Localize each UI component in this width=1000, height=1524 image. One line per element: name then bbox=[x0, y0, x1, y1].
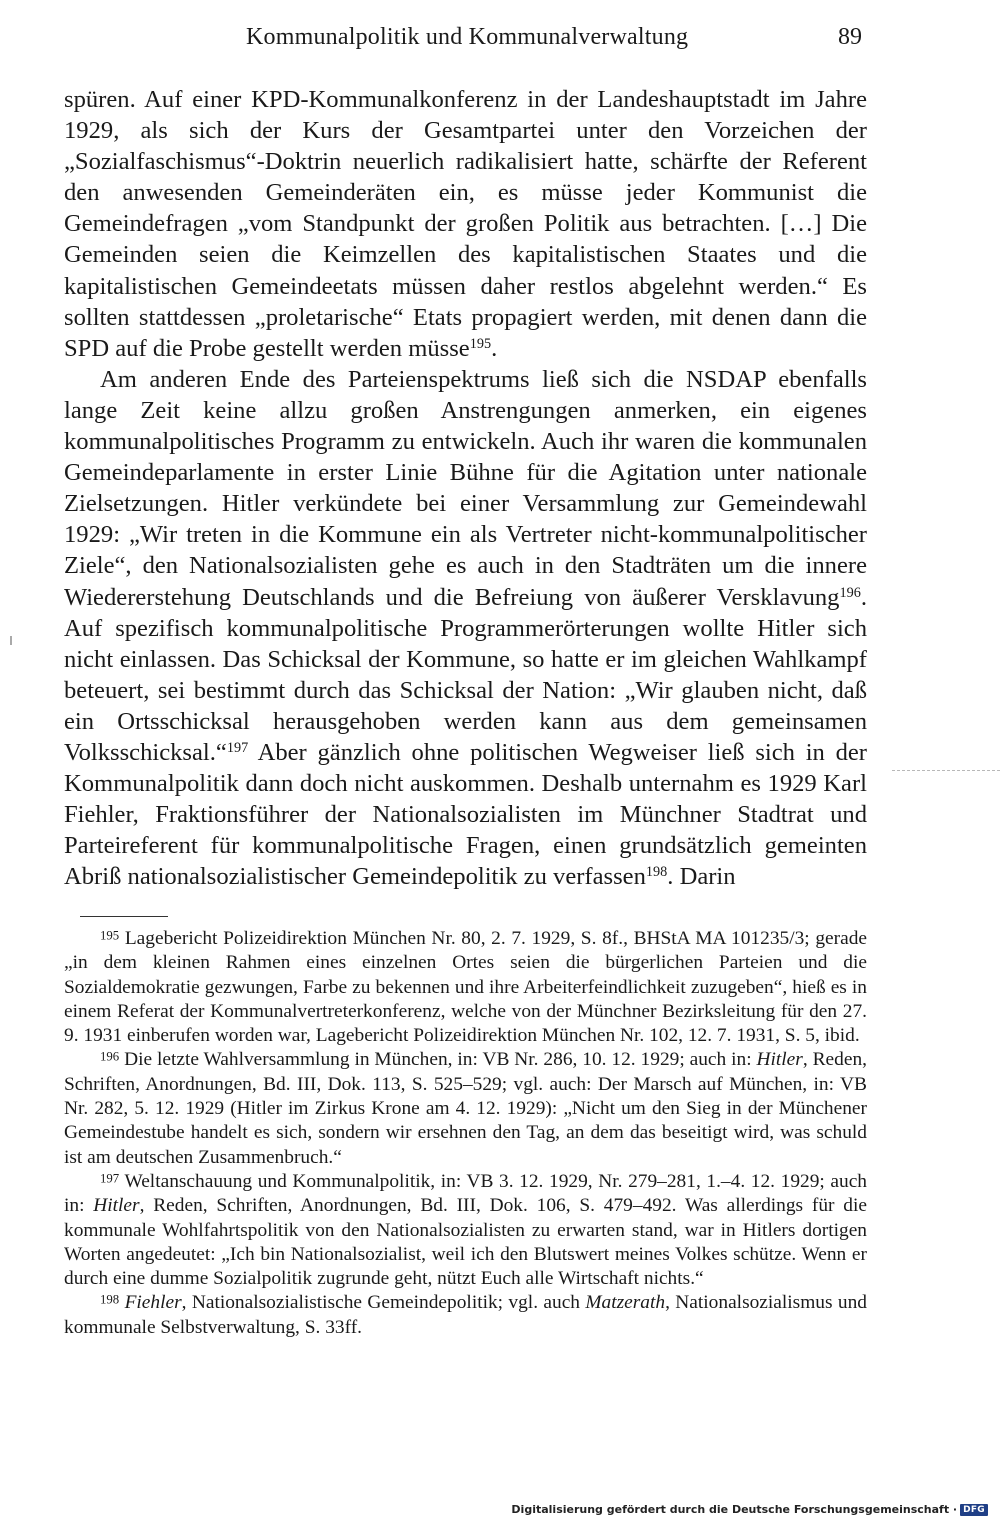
footnote-reference: 196 bbox=[839, 584, 861, 601]
text-run: Am anderen Ende des Parteienspektrums ließ sich die NSDAP ebenfalls lange Zeit keine allzu großen Anstrengungen anmerken, ein eigenes kommunalpolitisches Programm zu entwickeln. Auch ihr waren die kommunalen Gemeindeparlamente in erster Linie Bühne für die Agitation unter nationale Zielsetzungen. Hitler verkündete bei einer Versammlung zur Gemeindewahl 1929: „Wir treten in die Kommune ein als Vertreter nicht-kommunalpolitischer Ziele“, den Nationalsozialisten gehe es auch in den Stadträten um die innere Wiedererstehung Deutschlands und die Befreiung von äußerer Versklavung bbox=[64, 365, 867, 611]
paragraph bbox=[64, 84, 867, 364]
italic-author-name: Hitler bbox=[93, 1195, 140, 1217]
italic-author-name: Hitler bbox=[756, 1049, 803, 1071]
text-run: Aber gänzlich ohne politischen Wegweiser ließ sich in der Kommunalpolitik dann doch nicht auskommen. Deshalb unternahm es 1929 Karl Fiehler, Fraktionsführer der Nationalsozialisten im Münchner Stadtrat und Parteireferent für kommunalpolitische Fragen, einen grundsätzlich gemeinten Abriß nationalsozialistischer Gemeindepolitik zu verfassen bbox=[64, 738, 867, 891]
page-number: 89 bbox=[838, 24, 862, 50]
footnote bbox=[64, 1291, 867, 1340]
footnote-number: 195 bbox=[100, 928, 120, 943]
footnote-reference: 197 bbox=[226, 740, 249, 757]
footnote-reference: 195 bbox=[469, 335, 492, 352]
paragraph bbox=[64, 364, 867, 893]
footnote-number: 198 bbox=[100, 1292, 120, 1307]
text-run: spüren. Auf einer KPD-Kommunalkonferenz in der Landeshauptstadt im Jahre 1929, als sich der Kurs der Gesamtpartei unter den Vorzeichen der „Sozialfaschismus“-Doktrin neuerlich radikalisiert hatte, schärfte der Referent den anwesenden Gemeinderäten ein, es müsse jeder Kommunist die Gemeindefragen „vom Standpunkt der großen Politik aus betrachten. […] Die Gemeinden seien die Keimzellen des kapitalistischen Staates und die kapitalistischen Gemeindeetats müssen daher restlos abgelehnt werden.“ Es sollten stattdessen „proletarische“ Etats propagiert werden, mit denen dann die SPD auf die Probe gestellt werden müsse bbox=[64, 86, 867, 362]
running-header: Kommunalpolitik und Kommunalverwaltung bbox=[246, 24, 689, 50]
credit-text: Digitalisierung gefördert durch die Deutsche Forschungsgemeinschaft · bbox=[511, 1503, 958, 1516]
text-run: Die letzte Wahlversammlung in München, in: VB Nr. 286, 10. 12. 1929; auch in: bbox=[119, 1049, 757, 1071]
margin-crop-mark bbox=[892, 770, 1000, 771]
text-run: . bbox=[491, 334, 498, 362]
text-run: , Reden, Schriften, Anordnungen, Bd. III, Dok. 106, S. 479–492. Was allerdings für die kommunale Wohlfahrtspolitik von den Nationalsozialisten zu erwarten stand, war in Hitlers dortigen Worten angedeutet: „Ich bin Nationalsozialist, weil ich den Blutswert meines Volkes schütze. Wenn er durch eine dumme Sozialpolitik zugrunde geht, nützt Euch alle Wirtschaft nichts.“ bbox=[64, 1195, 867, 1290]
italic-author-name: Matzerath bbox=[585, 1292, 666, 1314]
footnote-reference: 198 bbox=[645, 864, 668, 881]
margin-mark bbox=[10, 636, 12, 645]
text-run: Weltanschauung und Kommunalpolitik, in: VB 3. 12. 1929, Nr. 279–281, 1.–4. 12. 1929; auch in: bbox=[64, 1170, 867, 1217]
digitization-credit bbox=[511, 1503, 988, 1516]
text-run: , Reden, Schriften, Anordnungen, Bd. III, Dok. 113, S. 525–529; vgl. auch: Der Marsch auf München, in: VB Nr. 282, 5. 12. 1929 (Hitler im Zirkus Krone am 4. 12. 1929): „Nicht um den Sieg in der Münchener Gemeindestube handelt es sich, sondern wir ersehnen den Tag, an dem das beseitigt wird, was schuld ist am deutschen Zusammenbruch.“ bbox=[64, 1049, 867, 1168]
text-run: , Nationalsozialistische Gemeindepolitik; vgl. auch bbox=[181, 1292, 586, 1314]
footnote-number: 197 bbox=[100, 1171, 120, 1186]
footnote-separator bbox=[80, 916, 168, 917]
footnote-number: 196 bbox=[100, 1050, 120, 1065]
text-run: Lagebericht Polizeidirektion München Nr. 80, 2. 7. 1929, S. 8f., BHStA MA 101235/3; gerade „in dem kleinen Rahmen eines einzelnen Ortes seien die bürgerlichen Parteien und die Sozialdemokratie gezwungen, Farbe zu bekennen und ihre Arbeiterfeindlichkeit zuzugeben“, hieß es in einem Referat der Kommunalvertreterkonferenz, welche von der Münchner Bezirksleitung für den 27. 9. 1931 einberufen worden war, Lagebericht Polizeidirektion München Nr. 102, 12. 7. 1931, S. 5, ibid. bbox=[64, 928, 867, 1047]
text-run: . Darin bbox=[667, 863, 736, 891]
footnotes bbox=[64, 927, 867, 1340]
footnote bbox=[64, 927, 867, 1048]
dfg-logo: DFG bbox=[960, 1504, 988, 1516]
italic-author-name: Fiehler bbox=[124, 1292, 182, 1314]
footnote bbox=[64, 1170, 867, 1291]
text-run: , Nationalsozialismus und kommunale Selbstverwaltung, S. 33ff. bbox=[64, 1292, 867, 1338]
footnote bbox=[64, 1048, 867, 1169]
text-run: . Auf spezifisch kommunalpolitische Programmerörterungen wollte Hitler sich nicht einlassen. Das Schicksal der Kommune, so hatte er im gleichen Wahlkampf beteuert, sei bestimmt durch das Schicksal der Nation: „Wir glauben nicht, daß ein Ortsschicksal herausgehoben werden kann aus dem gemeinsamen Volksschicksal.“ bbox=[64, 583, 867, 766]
body-text bbox=[64, 84, 867, 892]
